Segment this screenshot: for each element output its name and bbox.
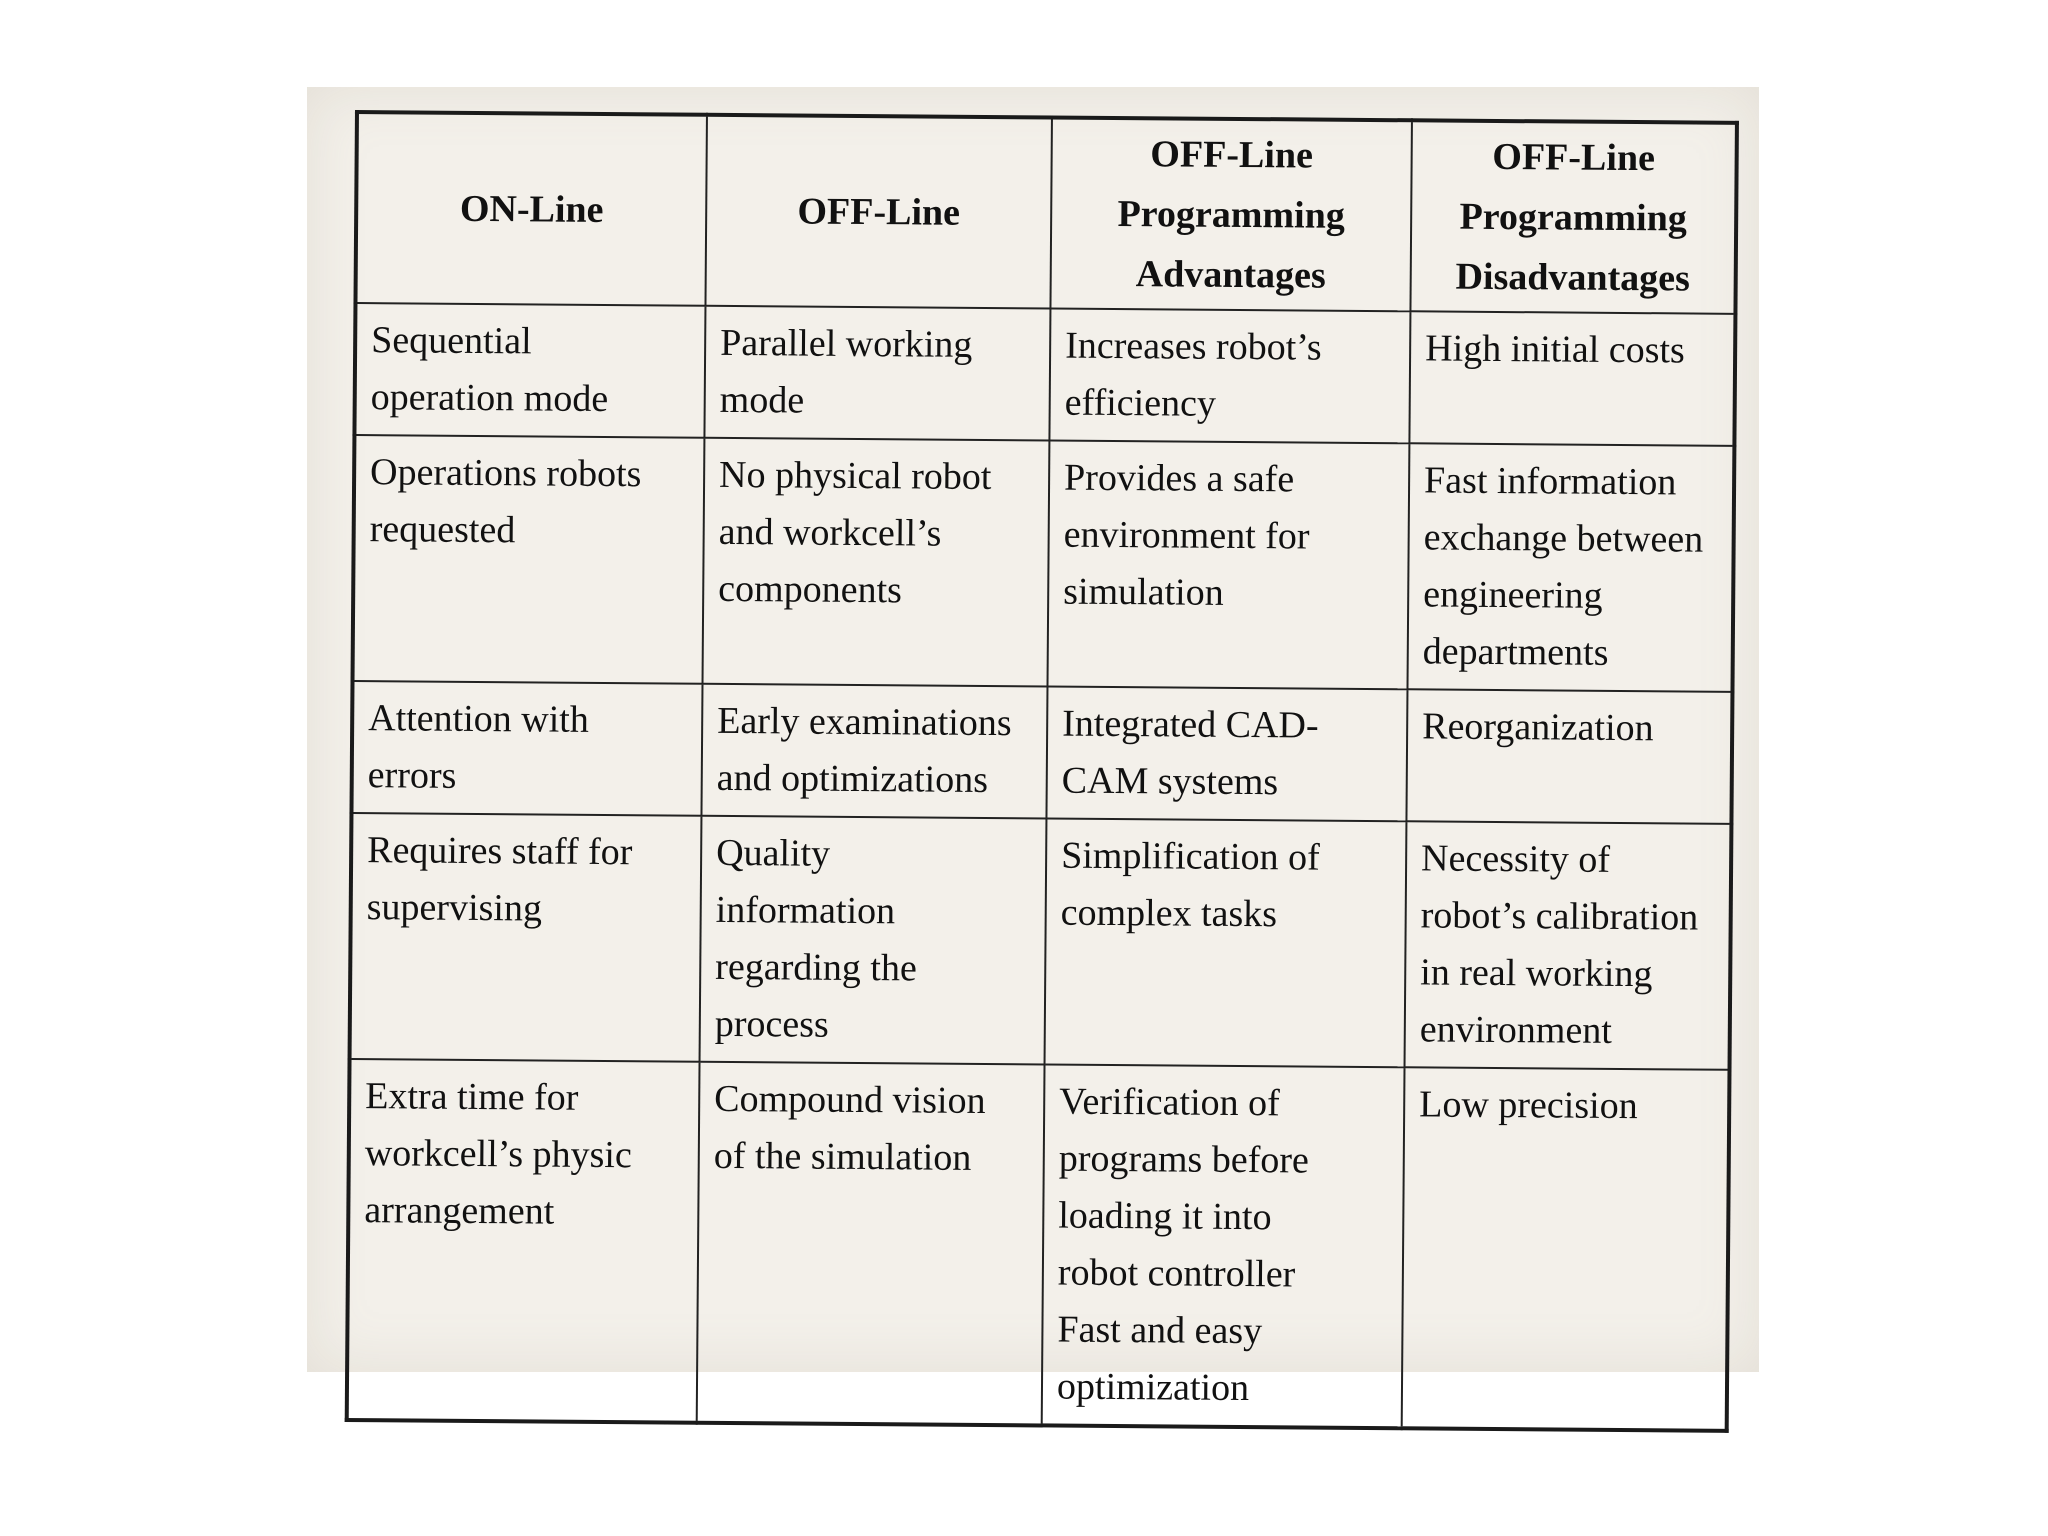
table-cell: Low precision <box>1402 1067 1730 1431</box>
header-offline-disadvantages: OFF-Line Programming Disadvantages <box>1410 120 1736 314</box>
table-header-row <box>355 112 1736 314</box>
table-cell: Simplification of complex tasks <box>1045 818 1407 1067</box>
table-row <box>350 813 1732 1070</box>
table-cell: Operations robots requested <box>353 435 705 684</box>
table-cell: Increases robot’s efficiency <box>1049 308 1410 443</box>
header-offline: OFF-Line <box>705 115 1051 309</box>
table-cell: Integrated CAD- CAM systems <box>1046 686 1407 821</box>
table-cell: Quality information regarding the process <box>700 816 1047 1065</box>
header-offline-advantages: OFF-Line Programming Advantages <box>1050 117 1411 311</box>
table-cell: Verification of programs before loading it into robot controller Fast and easy optimization <box>1042 1064 1405 1428</box>
table-cell: Fast information exchange between engineering departments <box>1407 443 1734 692</box>
table-row <box>347 1059 1730 1431</box>
table-cell: Provides a safe environment for simulation <box>1047 440 1409 689</box>
table-cell: Parallel working mode <box>704 306 1050 441</box>
table-row <box>351 681 1732 824</box>
programming-comparison-table <box>345 110 1739 1433</box>
table-cell: High initial costs <box>1409 311 1735 446</box>
table-cell: Reorganization <box>1406 689 1732 824</box>
table-cell: Early examinations and optimizations <box>701 684 1047 819</box>
table-cell: Extra time for workcell’s physic arrangement <box>347 1059 700 1423</box>
table-cell: Sequential operation mode <box>354 303 705 438</box>
table-cell: Necessity of robot’s calibration in real working environment <box>1405 821 1732 1070</box>
header-online: ON-Line <box>355 112 706 306</box>
table-cell: Compound vision of the simulation <box>697 1062 1045 1426</box>
table-cell: Attention with errors <box>351 681 702 816</box>
table-row <box>354 303 1735 446</box>
table-row <box>353 435 1735 692</box>
table-cell: No physical robot and workcell’s components <box>703 438 1050 687</box>
table-cell: Requires staff for supervising <box>350 813 702 1062</box>
comparison-table-wrapper <box>345 110 1735 1410</box>
